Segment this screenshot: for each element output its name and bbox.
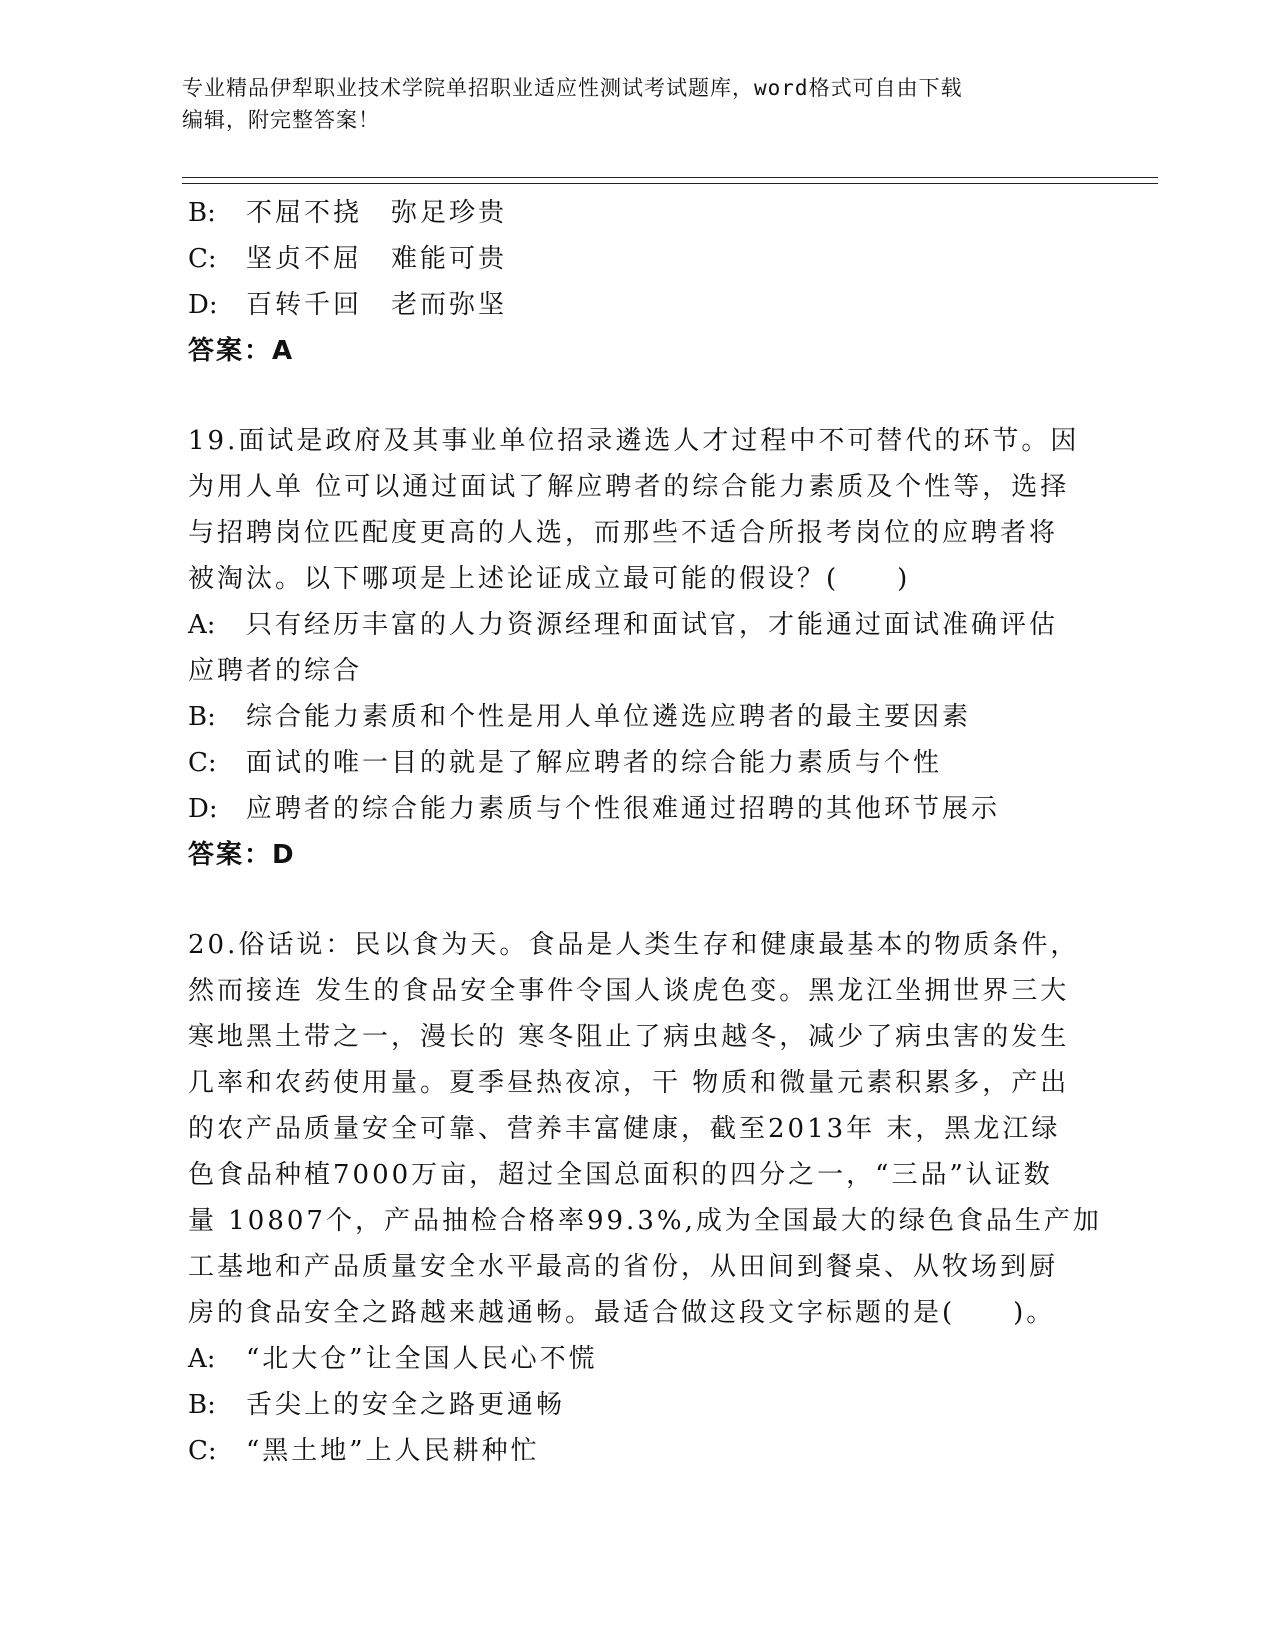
question-text-line: 工基地和产品质量安全水平最高的省份，从田间到餐桌、从牧场到厨 (188, 1252, 1059, 1282)
header-line-2: 编辑，附完整答案！ (182, 108, 380, 132)
header-rule-top (182, 177, 1158, 178)
option-a (188, 602, 1088, 648)
option-text: 坚贞不屈 难能可贵 (246, 244, 508, 274)
question-text-line: 20.俗话说：民以食为天。食品是人类生存和健康最基本的物质条件， (188, 930, 1080, 960)
option-text: 综合能力素质和个性是用人单位遴选应聘者的最主要因素 (246, 702, 972, 732)
option-text: 面试的唯一目的就是了解应聘者的综合能力素质与个性 (246, 748, 943, 778)
option-label: A: (188, 610, 216, 640)
question-text-line: 量 10807个，产品抽检合格率99.3%,成为全国最大的绿色食品生产加 (188, 1206, 1102, 1236)
question-text-line: 色食品种植7000万亩，超过全国总面积的四分之一，“三品”认证数 (188, 1160, 1053, 1190)
question-text-line: 被淘汰。以下哪项是上述论证成立最可能的假设？( ) (188, 564, 911, 594)
answer-line: 答案：A (188, 336, 295, 366)
question-20 (188, 922, 1102, 1474)
option-d (188, 282, 1088, 328)
option-label: C: (188, 1436, 217, 1466)
question-text-line: 19.面试是政府及其事业单位招录遴选人才过程中不可替代的环节。因 (188, 426, 1080, 456)
option-b (188, 190, 1088, 236)
option-c (188, 740, 1088, 786)
question-text-line: 与招聘岗位匹配度更高的人选，而那些不适合所报考岗位的应聘者将 (188, 518, 1059, 548)
question-19 (188, 418, 1088, 878)
option-b (188, 1382, 1088, 1428)
document-body (188, 190, 1102, 1474)
question-text-line: 房的食品安全之路越来越通畅。最适合做这段文字标题的是( )。 (188, 1298, 1056, 1328)
option-a-continued: 应聘者的综合 (188, 656, 363, 686)
prev-question-options (188, 190, 1088, 374)
option-label: C: (188, 748, 217, 778)
option-label: B: (188, 198, 216, 228)
document-header (182, 72, 1082, 136)
question-text-line: 的农产品质量安全可靠、营养丰富健康，截至2013年 末，黑龙江绿 (188, 1114, 1061, 1144)
option-d (188, 786, 1088, 832)
question-text-line: 为用人单 位可以通过面试了解应聘者的综合能力素质及个性等，选择 (188, 472, 1070, 502)
header-line-1: 专业精品伊犁职业技术学院单招职业适应性测试考试题库，word格式可自由下载 (182, 76, 963, 100)
option-label: D: (188, 794, 218, 824)
question-text-line: 寒地黑土带之一，漫长的 寒冬阻止了病虫越冬，减少了病虫害的发生 (188, 1022, 1070, 1052)
option-c (188, 1428, 1088, 1474)
option-text: 只有经历丰富的人力资源经理和面试官，才能通过面试准确评估 (246, 610, 1059, 640)
option-label: B: (188, 702, 216, 732)
answer-line: 答案：D (188, 840, 296, 870)
question-text-line: 几率和农药使用量。夏季昼热夜凉，干 物质和微量元素积累多，产出 (188, 1068, 1070, 1098)
option-text: 舌尖上的安全之路更通畅 (246, 1390, 566, 1420)
option-a (188, 1336, 1088, 1382)
option-b (188, 694, 1088, 740)
option-label: B: (188, 1390, 216, 1420)
option-c (188, 236, 1088, 282)
header-rule-bottom (182, 183, 1158, 184)
option-text: 不屈不挠 弥足珍贵 (246, 198, 508, 228)
question-text-line: 然而接连 发生的食品安全事件令国人谈虎色变。黑龙江坐拥世界三大 (188, 976, 1070, 1006)
option-text: 百转千回 老而弥坚 (246, 290, 508, 320)
option-label: D: (188, 290, 218, 320)
option-label: C: (188, 244, 217, 274)
option-text: 应聘者的综合能力素质与个性很难通过招聘的其他环节展示 (246, 794, 1001, 824)
option-text: “黑土地”上人民耕种忙 (246, 1436, 540, 1466)
option-text: “北大仓”让全国人民心不慌 (246, 1344, 598, 1374)
option-label: A: (188, 1344, 216, 1374)
